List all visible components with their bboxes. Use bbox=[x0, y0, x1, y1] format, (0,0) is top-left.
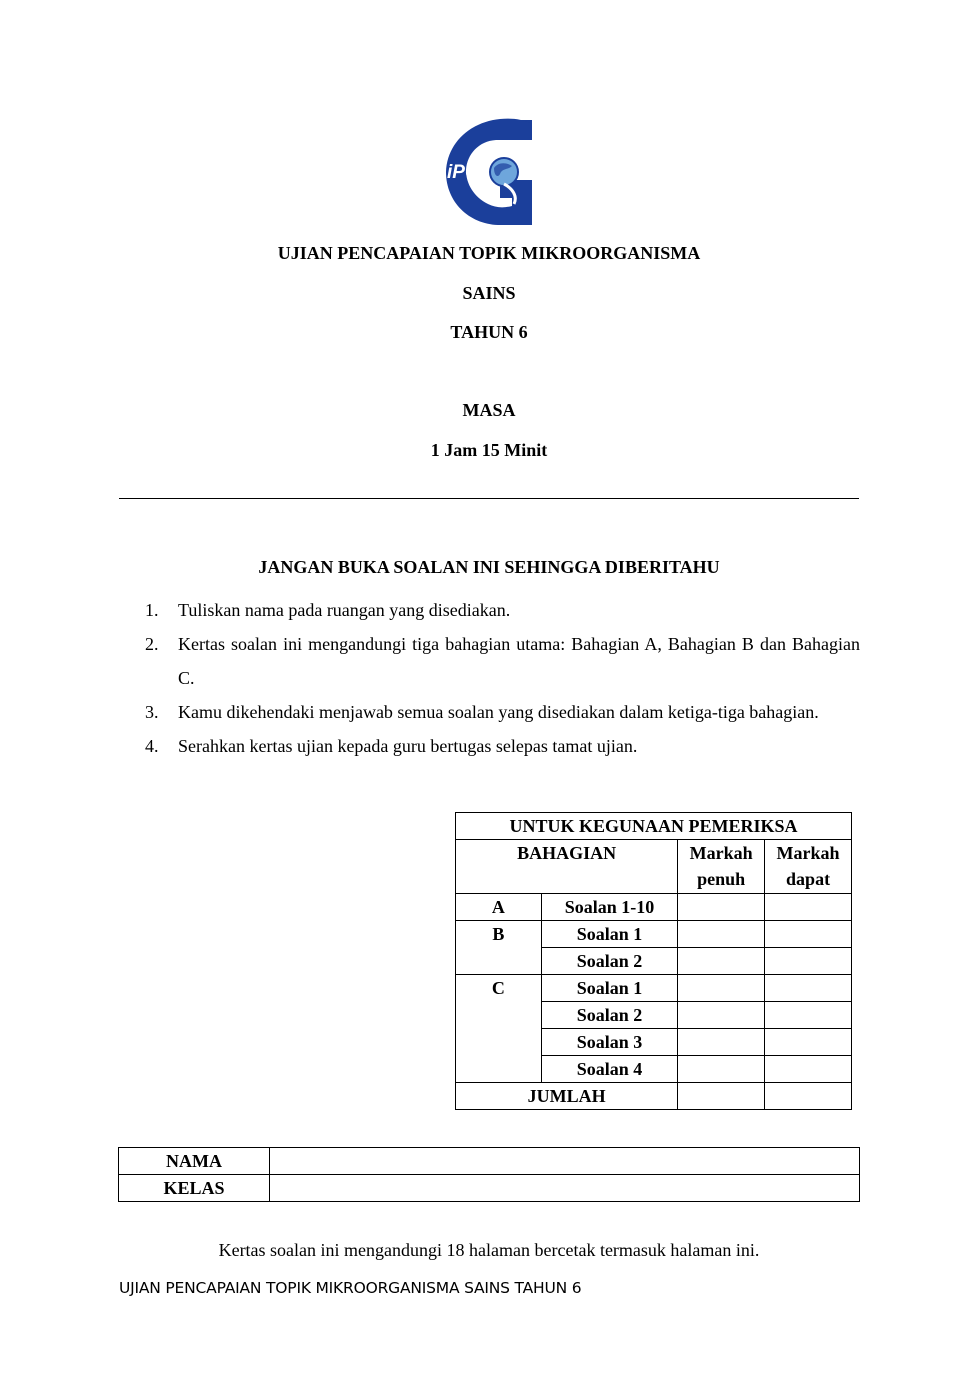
full-mark-cell[interactable] bbox=[678, 1056, 765, 1083]
ipg-logo bbox=[442, 118, 536, 226]
question-cell: Soalan 1 bbox=[541, 975, 678, 1002]
time-label: MASA bbox=[462, 400, 516, 420]
question-cell: Soalan 3 bbox=[541, 1029, 678, 1056]
page-footer: UJIAN PENCAPAIAN TOPIK MIKROORGANISMA SAINS TAHUN 6 bbox=[119, 1279, 582, 1297]
score-cell[interactable] bbox=[765, 894, 852, 921]
instruction-number: 3. bbox=[145, 702, 159, 722]
instruction-text: Kamu dikehendaki menjawab semua soalan yang disediakan dalam ketiga-tiga bahagian. bbox=[178, 702, 819, 722]
instruction-item bbox=[145, 593, 860, 627]
class-field[interactable] bbox=[270, 1175, 860, 1202]
header-markah-penuh bbox=[678, 840, 765, 894]
instruction-item bbox=[145, 729, 860, 763]
name-field[interactable] bbox=[270, 1148, 860, 1175]
question-cell: Soalan 1 bbox=[541, 921, 678, 948]
question-cell: Soalan 2 bbox=[541, 1002, 678, 1029]
page-count-note: Kertas soalan ini mengandungi 18 halaman bercetak termasuk halaman ini. bbox=[218, 1240, 760, 1260]
full-mark-cell[interactable] bbox=[678, 1002, 765, 1029]
examiner-table bbox=[455, 812, 852, 1110]
header-markah-dapat-line1: Markah bbox=[776, 843, 840, 863]
instruction-text: Kertas soalan ini mengandungi tiga bahagian utama: Bahagian A, Bahagian B dan Bahagian C. bbox=[178, 634, 860, 688]
instruction-number: 1. bbox=[145, 600, 159, 620]
examiner-table-title: UNTUK KEGUNAAN PEMERIKSA bbox=[456, 813, 852, 840]
year-title: TAHUN 6 bbox=[450, 322, 528, 342]
time-value: 1 Jam 15 Minit bbox=[430, 440, 548, 460]
instruction-text: Tuliskan nama pada ruangan yang disediakan. bbox=[178, 600, 511, 620]
question-cell: Soalan 4 bbox=[541, 1056, 678, 1083]
full-mark-cell[interactable] bbox=[678, 1029, 765, 1056]
header-markah-penuh-line2: penuh bbox=[697, 869, 746, 889]
full-mark-cell[interactable] bbox=[678, 975, 765, 1002]
score-cell[interactable] bbox=[765, 921, 852, 948]
score-cell[interactable] bbox=[765, 1029, 852, 1056]
subject-title: SAINS bbox=[462, 283, 516, 303]
header-bahagian: BAHAGIAN bbox=[456, 840, 678, 894]
question-cell: Soalan 1-10 bbox=[541, 894, 678, 921]
question-cell: Soalan 2 bbox=[541, 948, 678, 975]
header-markah-dapat-line2: dapat bbox=[786, 869, 831, 889]
full-mark-cell[interactable] bbox=[678, 948, 765, 975]
exam-title: UJIAN PENCAPAIAN TOPIK MIKROORGANISMA bbox=[277, 243, 701, 263]
instructions-list bbox=[145, 593, 860, 763]
total-score-cell[interactable] bbox=[765, 1083, 852, 1110]
total-label: JUMLAH bbox=[456, 1083, 678, 1110]
instruction-item bbox=[145, 695, 860, 729]
class-label: KELAS bbox=[119, 1175, 270, 1202]
header-markah-penuh-line1: Markah bbox=[689, 843, 753, 863]
full-mark-cell[interactable] bbox=[678, 921, 765, 948]
score-cell[interactable] bbox=[765, 1056, 852, 1083]
instruction-item bbox=[145, 627, 860, 695]
name-label: NAMA bbox=[119, 1148, 270, 1175]
logo-text: iPG bbox=[447, 162, 480, 183]
section-a: A bbox=[456, 894, 542, 921]
divider-line bbox=[119, 498, 859, 499]
instructions-heading: JANGAN BUKA SOALAN INI SEHINGGA DIBERITAHU bbox=[258, 557, 720, 577]
instruction-number: 2. bbox=[145, 634, 159, 654]
header-markah-dapat bbox=[765, 840, 852, 894]
score-cell[interactable] bbox=[765, 948, 852, 975]
score-cell[interactable] bbox=[765, 1002, 852, 1029]
score-cell[interactable] bbox=[765, 975, 852, 1002]
student-info-table bbox=[118, 1147, 860, 1202]
section-c: C bbox=[456, 975, 542, 1083]
full-mark-cell[interactable] bbox=[678, 894, 765, 921]
instruction-number: 4. bbox=[145, 736, 159, 756]
instruction-text: Serahkan kertas ujian kepada guru bertugas selepas tamat ujian. bbox=[178, 736, 638, 756]
section-b: B bbox=[456, 921, 542, 975]
total-full-mark-cell[interactable] bbox=[678, 1083, 765, 1110]
